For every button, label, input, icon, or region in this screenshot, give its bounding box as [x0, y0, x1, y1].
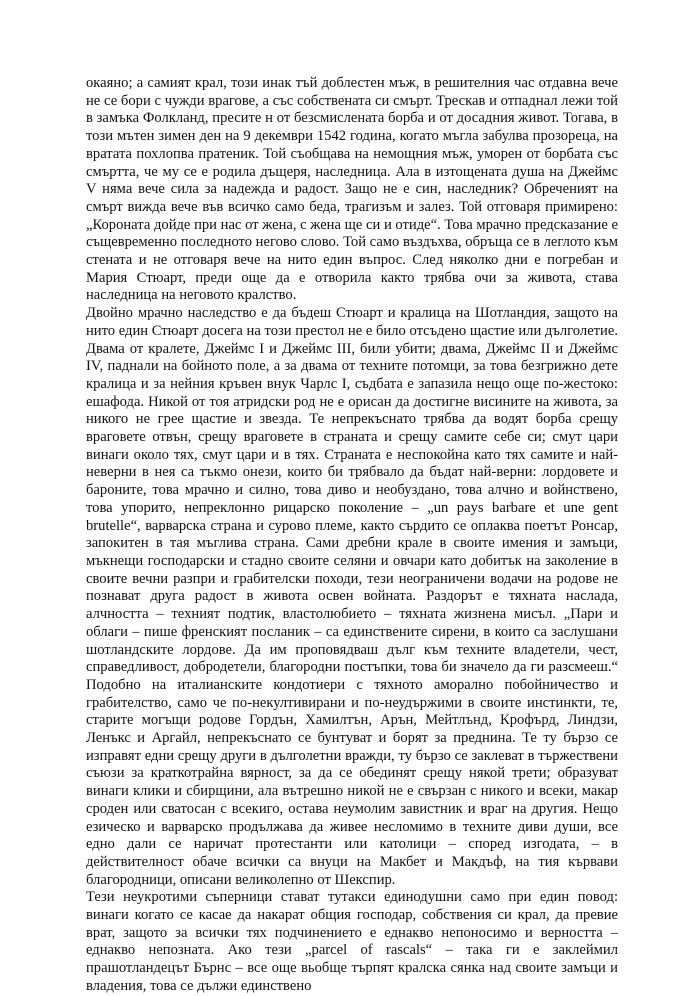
paragraph: Двойно мрачно наследство е да бъдеш Стюарт и кралица на Шотландия, защото на нито един Стюарт досега на този престол не е било отсъдено щастие или дълголетие. Двама от кралете, Джеймс I и Джеймс III, били убити; двама, Джеймс II и Джеймс IV, паднали на бойното поле, а за двама от техните потомци, за това безгрижно дете кралица и за нейния кръвен внук Чарлс I, съдбата е запазила нещо още по-жестоко: ешафода. Никой от тоя атридски род не е орисан да достигне висините на живота, за никого не грее щастие и звезда. Те непрекъснато трябва да водят борба срещу враговете отвън, срещу враговете в страната и срещу самите себе си; смут цари винаги около тях, смут цари и в тях. Страната е неспокойна като тях самите и най-неверни в нея са тъкмо онези, които би трябвало да бъдат най-верни: лордовете и бароните, това мрачно и силно, това диво и необуздано, това алчно и войнствено, това упорито, непреклонно рицарско поколение – „un pays barbare et une gent brutelle“, варварска страна и сурово племе, както сърдито се оплаква поетът Ронсар, запокитен в тая мъглива страна. Сами дребни крале в своите имения и замъци, мъкнещи господарски и стадно своите селяни и овчари като добитък на заколение в своите вечни разпри и грабителски походи, тези неограничени водачи на родове не познават друга радост в живота освен войната. Раздорът е тяхната наслада, алчността – техният подтик, властолюбието – тяхната жизнена мисъл. „Пари и облаги – пише френският посланик – са единствените сирени, в които са заслушани шотландските лордове. Да им проповядваш дълг към техните владетели, чест, справедливост, добродетели, благородни постъпки, това би значело да ги разсмееш.“ Подобно на италианските кондотиери с тяхното аморално побойничество и грабителство, само че по-некултивирани и по-неудържими в своите инстинкти, те, старите могъщи родове Гордън, Хамилтън, Арън, Мейтлънд, Крофърд, Линдзи, Ленъкс и Аргайл, непрекъснато се бунтуват и борят за преднина. Те ту бързо се изправят едни срещу други в дълголетни вражди, ту бързо се заклеват в тържествени съюзи за краткотрайна вярност, за да се обединят срещу някой трети; образуват винаги клики и сбирщини, ала вътрешно никой не е свързан с никого и всеки, макар сроден или сватосан с всекиго, остава неумолим завистник и враг на другия. Нещо езическо и варварско продължава да живее несломимо в техните диви души, все едно дали се наричат протестанти или католици – според изгодата, – в действителност обаче всички са внуци на Макбет и Макдъф, на тия кървави благородници, описани великолепно от Шекспир.: [86, 305, 618, 888]
paragraph: Тези неукротими съперници стават тутакси единодушни само при един повод: винаги когато се касае да накарат общия господар, собствения си крал, да превие врат, защото за всички тях подчинението е еднакво непоносимо и верността – еднакво непозната. Ако тези „parcel of rascals“ – така ги е заклеймил прашотландецът Бърнс – все още вьобще търпят кралска сянка над своите замъци и владения, това се дължи единствено: [86, 889, 618, 994]
paragraph: окаяно; а самият крал, този инак тъй доблестен мъж, в решителния час отдавна вече не се бори с чужди врагове, а със собствената си смърт. Трескав и отпаднал лежи той в замъка Фолкланд, пресите н от безсмислената борба и от досадния живот. Тогава, в този мътен зимен ден на 9 декември 1542 година, когато мъгла забулва прозореца, на вратата похлопва пратеник. Той съобщава на немощния мъж, уморен от борбата със смъртта, че му се е родила дъщеря, наследница. Ала в изтощената душа на Джеймс V няма вече сила за надежда и радост. Защо не е син, наследник? Обреченият на смърт вижда вече във всичко само беда, трагизъм и залез. Той отговаря примирено: „Короната дойде при нас от жена, с жена ще си и отиде“. Това мрачно предсказание е същевременно последното негово слово. Той само въздъхва, обръща се в леглото към стената и не отговаря вече на нито един въпрос. След няколко дни е погребан и Мария Стюарт, преди още да е отворила както трябва очи за живота, става наследница на неговото кралство.: [86, 75, 618, 304]
document-page: [86, 75, 618, 996]
